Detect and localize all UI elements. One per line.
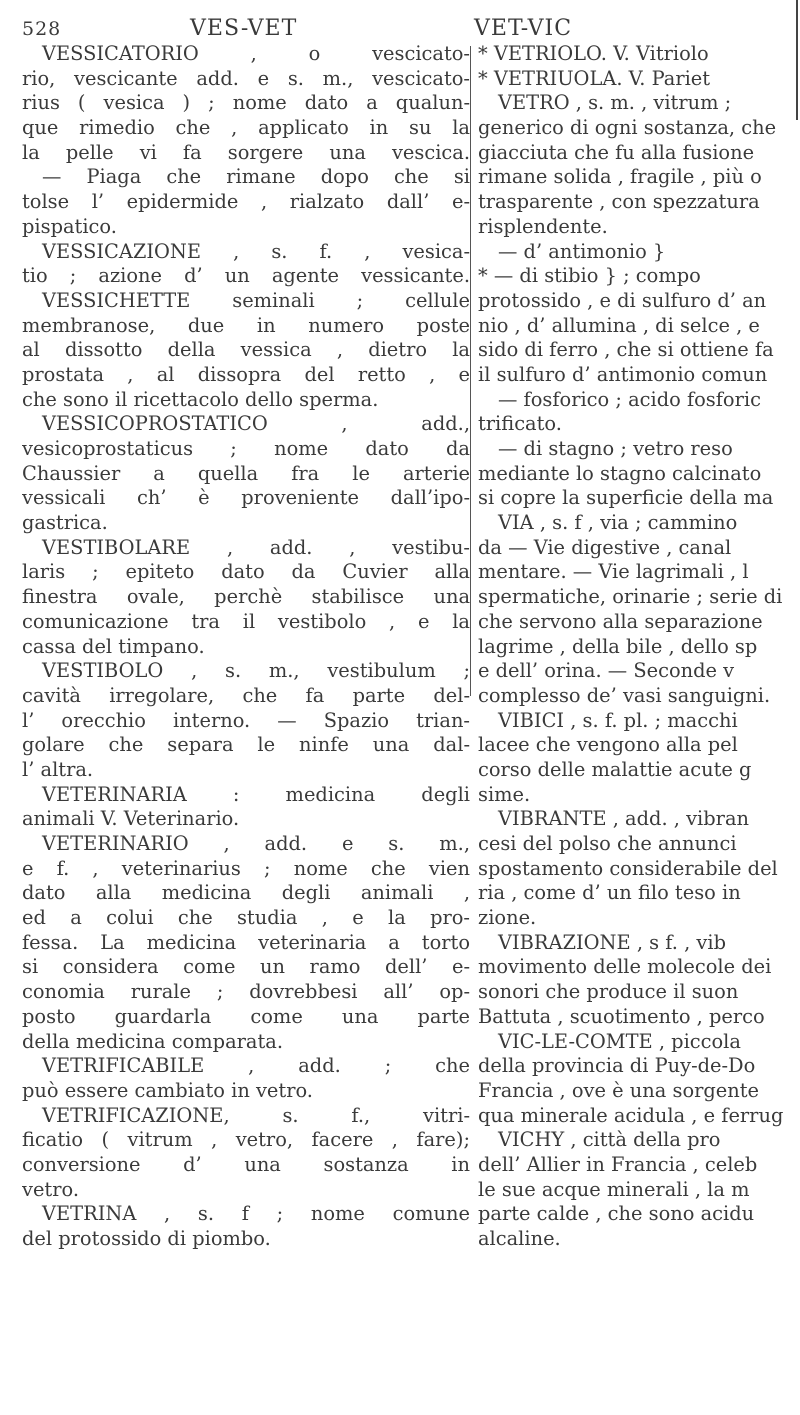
text-line: VIBICI , s. f. pl. ; macchi [498, 708, 738, 732]
text-line: sime. [478, 782, 531, 806]
text-line: que rimedio che , applicato in su la [22, 116, 470, 140]
text-line: nio , d’ allumina , di selce , e [478, 313, 760, 337]
text-line: pispatico. [22, 214, 117, 238]
text-line: ficatio ( vitrum , vetro, facere , fare); [22, 1128, 470, 1152]
text-line: conomia rurale ; dovrebbesi all’ op- [22, 980, 470, 1004]
text-line: finestra ovale, perchè stabilisce una [22, 585, 470, 609]
text-line: della provincia di Puy-de-Do [478, 1054, 756, 1078]
text-line: trasparente , con spezzatura [478, 190, 760, 214]
text-line: VESSICAZIONE , s. f. , vesica- [42, 239, 470, 263]
text-line: VESSICATORIO , o vescicato- [42, 42, 470, 65]
text-line: — di stagno ; vetro reso [498, 437, 733, 460]
text-line: — fosforico ; acido fosforic [498, 387, 761, 411]
text-line: * — di stibio } ; compo [478, 264, 701, 288]
text-line: fessa. La medicina veterinaria a torto [22, 930, 470, 954]
text-line: della medicina comparata. [22, 1029, 284, 1053]
left-column [22, 42, 470, 1252]
text-line: rius ( vesica ) ; nome dato a qualun- [22, 91, 470, 115]
text-line: che servono alla separazione [478, 609, 763, 633]
text-line: da — Vie digestive , canal [478, 535, 732, 559]
text-line: cesi del polso che annunci [478, 832, 737, 855]
text-line: tio ; azione d’ un agente vessicante. [22, 264, 470, 288]
text-line: VICHY , città della pro [498, 1128, 721, 1152]
page-header [0, 12, 800, 42]
text-line: * VETRIOLO. V. Vitriolo [478, 42, 709, 65]
text-line: che sono il ricettacolo dello sperma. [22, 387, 379, 411]
text-line: golare che separa le ninfe una dal- [22, 733, 470, 757]
text-line: l’ orecchio interno. — Spazio trian- [22, 708, 470, 732]
left-running-head: VES-VET [190, 16, 298, 41]
page-number: 528 [22, 18, 62, 40]
text-line: qua minerale acidula , e ferrug [478, 1103, 784, 1127]
text-line: VIA , s. f , via ; cammino [498, 511, 738, 535]
text-line: * VETRIUOLA. V. Pariet [478, 66, 711, 90]
text-line: il sulfuro d’ antimonio comun [478, 362, 768, 386]
text-line: lacee che vengono alla pel [478, 733, 738, 757]
text-line: posto guardarla come una parte [22, 1004, 470, 1028]
text-line: può essere cambiato in vetro. [22, 1078, 313, 1102]
text-line: cavità irregolare, che fa parte del- [22, 683, 470, 707]
text-line: mentare. — Vie lagrimali , l [478, 560, 749, 584]
text-line: VETRINA , s. f ; nome comune [42, 1202, 470, 1226]
text-line: VIBRAZIONE , s f. , vib [498, 930, 726, 954]
text-line: sonori che produce il suon [478, 980, 739, 1004]
text-line: la pelle vi fa sorgere una vescica. [22, 140, 470, 164]
text-line: alcaline. [478, 1227, 561, 1250]
text-line: giacciuta che fu alla fusione [478, 140, 755, 164]
text-line: rimane solida , fragile , più o [478, 165, 762, 189]
text-line: ria , come d’ un filo teso in [478, 881, 741, 905]
text-line: — d’ antimonio } [498, 239, 666, 263]
text-line: e dell’ orina. — Seconde v [478, 659, 735, 683]
right-column [478, 42, 800, 1252]
text-line: VETRIFICAZIONE, s. f., vitri- [42, 1103, 470, 1127]
text-line: membranose, due in numero poste [22, 313, 470, 337]
text-line: vetro. [22, 1177, 79, 1201]
text-line: animali V. Veterinario. [22, 807, 240, 831]
text-line: rio, vescicante add. e s. m., vescicato- [22, 66, 470, 90]
text-line: e f. , veterinarius ; nome che vien [22, 856, 470, 880]
text-line: VESSICOPROSTATICO , add., [42, 412, 470, 436]
text-line: dell’ Allier in Francia , celeb [478, 1152, 758, 1176]
text-line: dato alla medicina degli animali , [22, 881, 470, 905]
text-line: del protossido di piombo. [22, 1227, 271, 1250]
text-line: generico di ogni sostanza, che [478, 116, 777, 140]
text-line: conversione d’ una sostanza in [22, 1152, 470, 1176]
text-line: VESSICHETTE seminali ; cellule [42, 288, 470, 312]
text-line: vesicoprostaticus ; nome dato da [22, 437, 470, 460]
text-line: le sue acque minerali , la m [478, 1177, 750, 1201]
text-line: complesso de’ vasi sanguigni. [478, 683, 771, 707]
text-line: protossido , e di sulfuro d’ an [478, 288, 767, 312]
text-line: Battuta , scuotimento , perco [478, 1004, 765, 1028]
column-divider [470, 46, 471, 696]
text-line: VETERINARIA : medicina degli [42, 782, 470, 806]
text-line: corso delle malattie acute g [478, 757, 752, 781]
text-line: movimento delle molecole dei [478, 955, 772, 979]
text-line: mediante lo stagno calcinato [478, 461, 762, 485]
text-line: trificato. [478, 412, 562, 436]
text-line: VIBRANTE , add. , vibran [498, 807, 749, 831]
right-running-head: VET-VIC [474, 16, 573, 41]
text-line: sido di ferro , che si ottiene fa [478, 338, 774, 362]
text-line: lagrime , della bile , dello sp [478, 634, 758, 658]
text-line: VETERINARIO , add. e s. m., [42, 832, 470, 855]
text-line: — Piaga che rimane dopo che si [42, 165, 470, 189]
text-line: ed a colui che studia , e la pro- [22, 906, 470, 930]
text-line: al dissotto della vessica , dietro la [22, 338, 470, 362]
text-line: laris ; epiteto dato da Cuvier alla [22, 560, 470, 584]
text-line: gastrica. [22, 511, 108, 535]
text-line: Francia , ove è una sorgente [478, 1078, 760, 1102]
text-line: spostamento considerabile del [478, 856, 778, 880]
text-line: vessicali ch’ è proveniente dall’ipo- [22, 486, 470, 510]
text-line: VESTIBOLO , s. m., vestibulum ; [42, 659, 470, 683]
text-line: parte calde , che sono acidu [478, 1202, 755, 1226]
text-line: VETRO , s. m. , vitrum ; [498, 91, 732, 115]
text-line: tolse l’ epidermide , rialzato dall’ e- [22, 190, 470, 214]
text-line: spermatiche, orinarie ; serie di [478, 585, 783, 609]
text-line: risplendente. [478, 214, 608, 238]
text-line: si copre la superficie della ma [478, 486, 774, 510]
text-line: l’ altra. [22, 757, 94, 781]
text-line: VETRIFICABILE , add. ; che [42, 1054, 470, 1078]
text-line: zione. [478, 906, 537, 930]
text-line: Chaussier a quella fra le arterie [22, 461, 470, 485]
text-line: comunicazione tra il vestibolo , e la [22, 609, 470, 633]
text-line: VIC-LE-COMTE , piccola [498, 1029, 741, 1053]
text-line: prostata , al dissopra del retto , e [22, 362, 470, 386]
text-line: cassa del timpano. [22, 634, 205, 658]
text-line: VESTIBOLARE , add. , vestibu- [42, 535, 470, 559]
text-line: si considera come un ramo dell’ e- [22, 955, 470, 979]
